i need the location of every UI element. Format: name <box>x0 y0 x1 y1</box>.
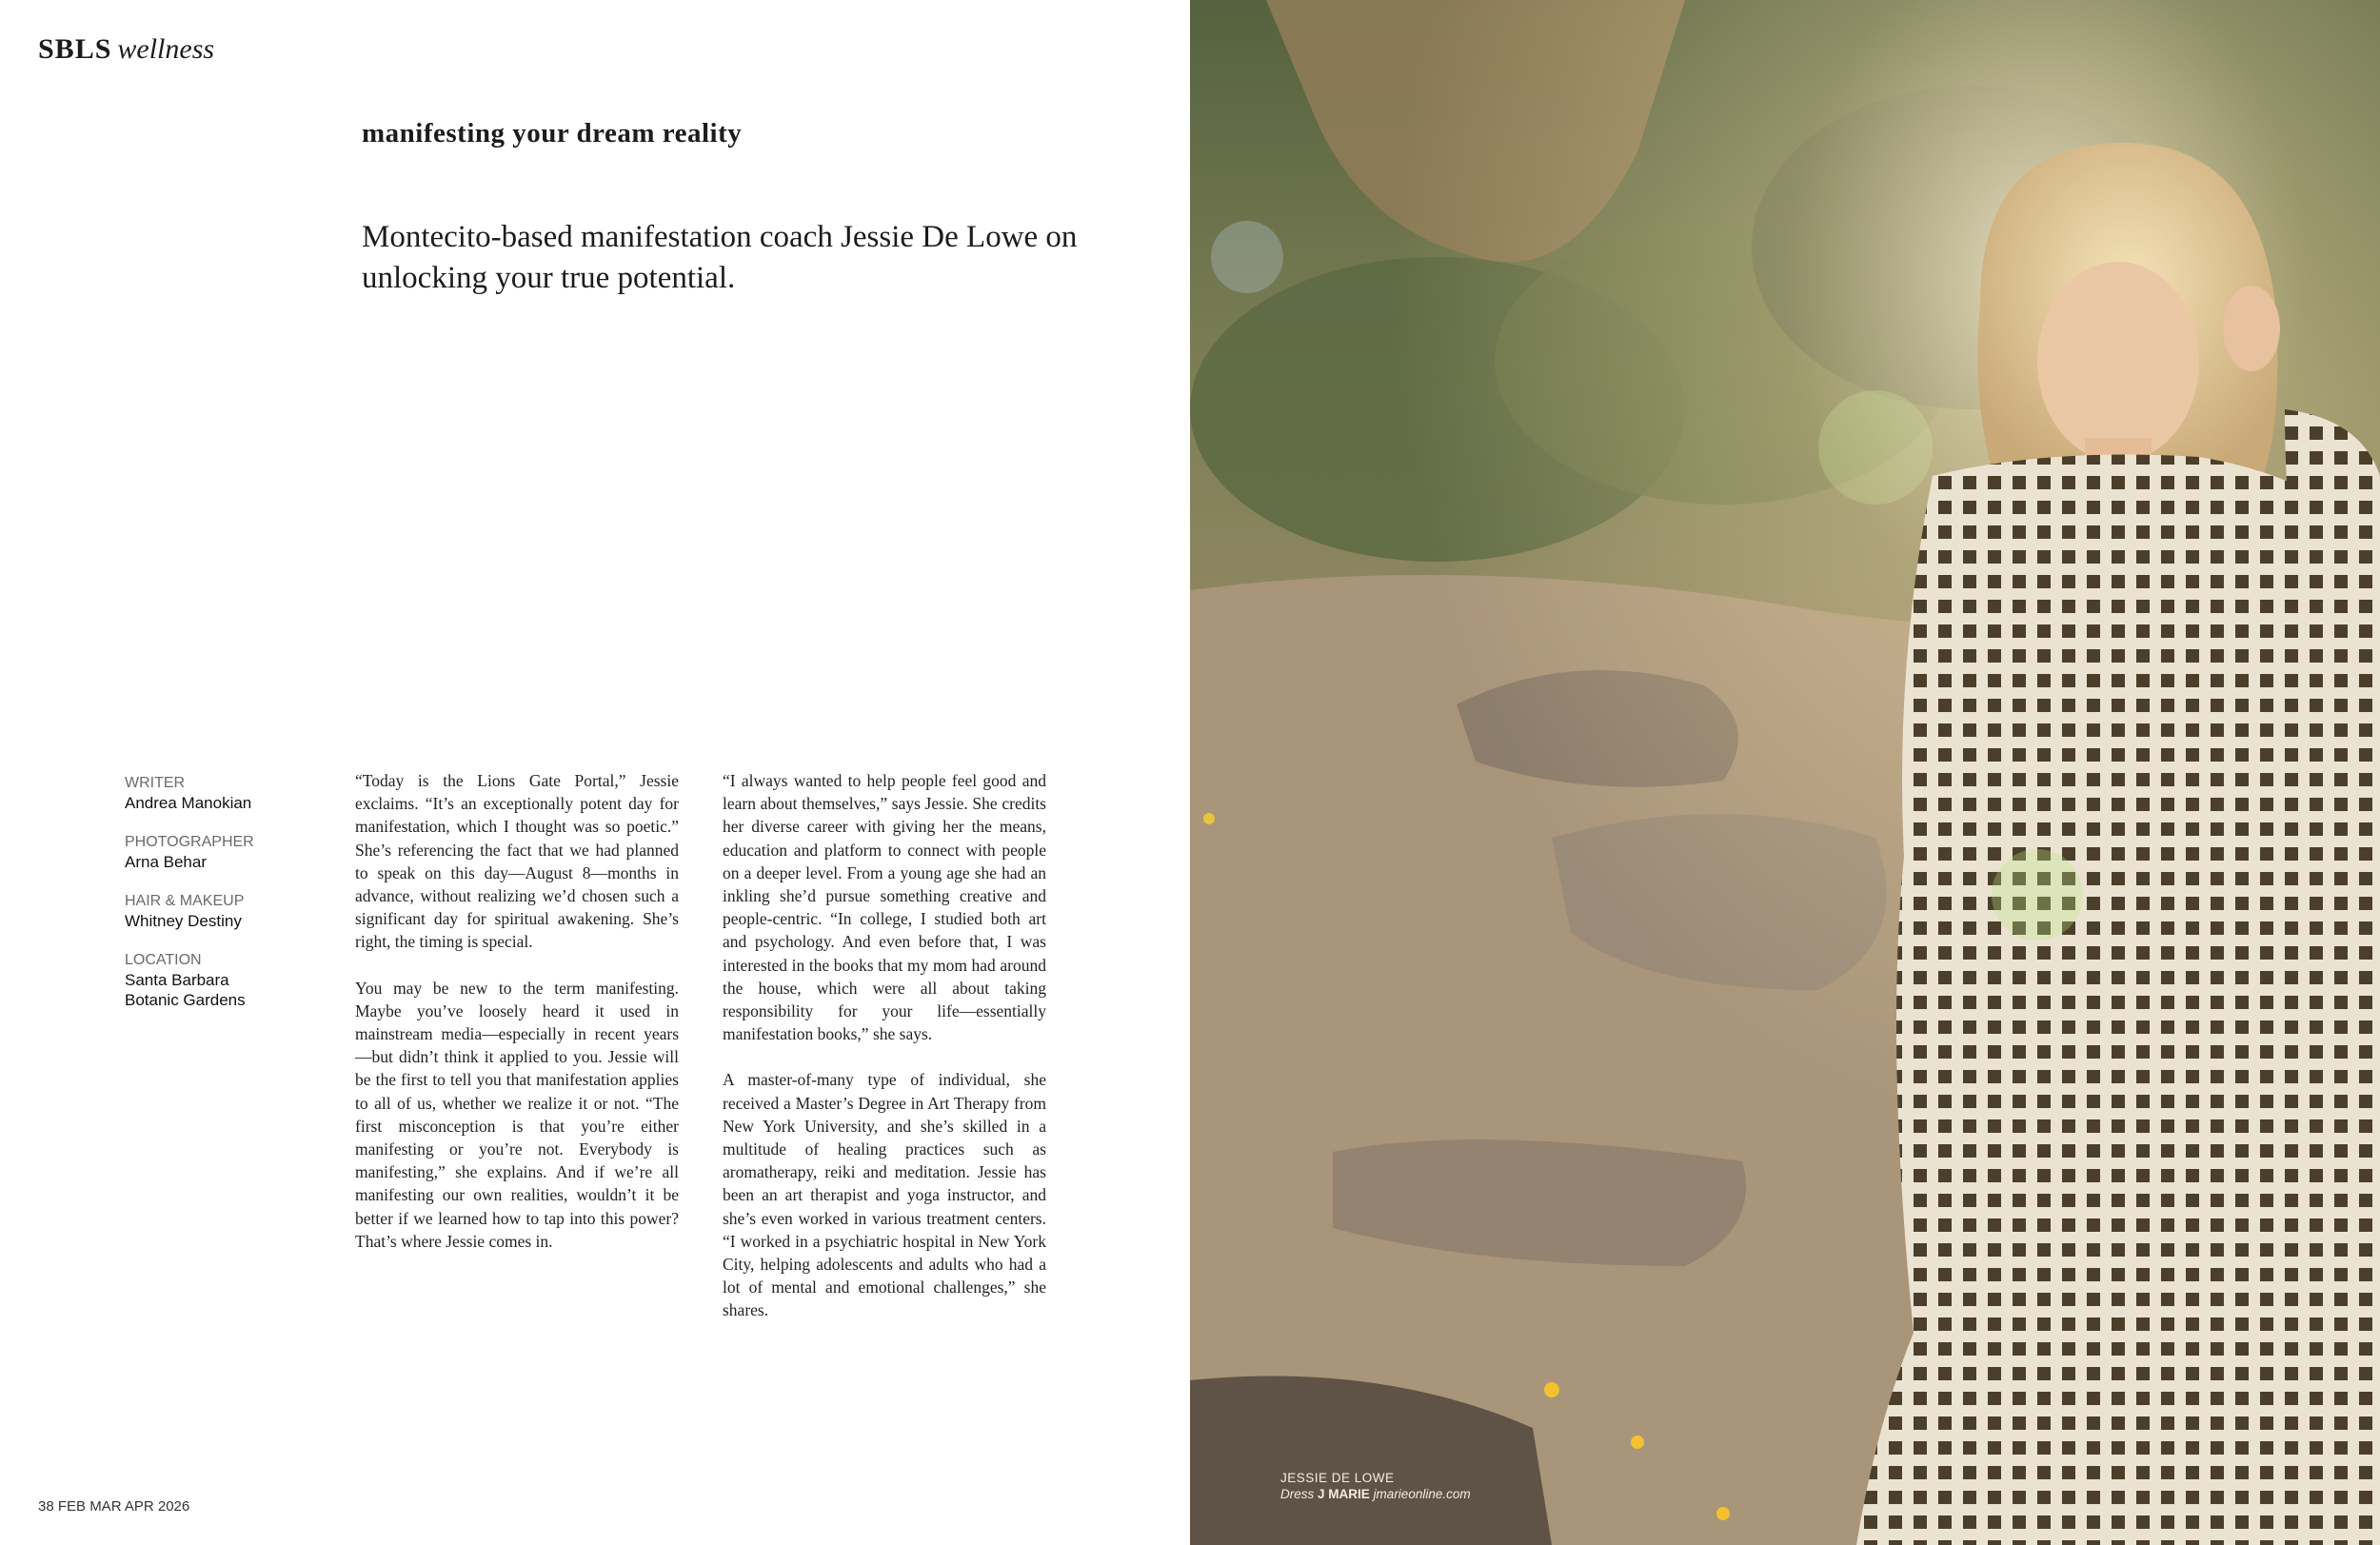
credit-role: LOCATION <box>125 952 202 968</box>
wildflower <box>1203 813 1215 824</box>
masthead-brand: SBLS <box>38 33 112 65</box>
masthead <box>38 30 214 69</box>
body-paragraph: “I always wanted to help people feel good and learn about themselves,” says Jessie. She credits her diverse career with giving her the means, education and platform to connect with people on a deeper level. From a young age she had an inkling she’d pursue something creative and people-centric. “In college, I studied both art and psychology. And even before that, I was interested in the books that my mom had around the house, which were all about taking responsibility for your life—essentially manifestation books,” she says. <box>723 771 1046 1044</box>
body-paragraph: A master-of-many type of individual, she received a Master’s Degree in Art Therapy from New York University, and she’s skilled in a multitude of healing practices such as aromatherapy, reiki and meditation. Jessie has been an art therapist and yoga instructor, and she’s even worked in various treatment centers. “I worked in a psychiatric hospital in New York City, helping adolescents and adults who had a lot of mental and emotional challenges,” she shares. <box>723 1070 1046 1320</box>
credit-role: PHOTOGRAPHER <box>125 834 254 850</box>
credit-role: HAIR & MAKEUP <box>125 893 245 909</box>
article-kicker: manifesting your dream reality <box>362 118 743 149</box>
credit-name: Whitney Destiny <box>125 912 242 930</box>
credit-role: WRITER <box>125 775 186 791</box>
lens-flare <box>1818 390 1933 505</box>
caption-brand: J MARIE <box>1318 1487 1370 1501</box>
credits-block <box>125 773 315 1029</box>
photo-illustration <box>1190 0 2380 1545</box>
checkered-dress <box>1856 455 2380 1545</box>
photo-caption <box>1280 1470 1471 1502</box>
body-paragraph: You may be new to the term manifesting. Maybe you’ve loosely heard it used in mainstream media—especially in recent years—but didn’t think it applied to you. Jessie will be the first to tell you that manifestation applies to all of us, whether we realize it or not. “The first misconception is that you’re either manifesting or you’re not. Everybody is manifesting,” she explains. And if we’re all manifesting our own realities, wouldn’t it be better if we learned how to tap into this power? That’s where Jessie comes in. <box>355 978 679 1251</box>
credit-location <box>125 950 315 1010</box>
portrait-photo <box>1190 0 2380 1545</box>
caption-credit-prefix: Dress <box>1280 1487 1315 1501</box>
hand <box>2223 286 2280 371</box>
body-column-1 <box>355 769 679 1276</box>
credit-name: Andrea Manokian <box>125 794 252 812</box>
credit-photographer <box>125 832 315 872</box>
wildflower <box>1631 1436 1644 1449</box>
caption-credit <box>1280 1486 1471 1502</box>
masthead-section: wellness <box>117 33 215 65</box>
face <box>2037 262 2199 462</box>
lens-flare <box>1992 849 2083 941</box>
article-dek: Montecito-based manifestation coach Jessie De Lowe on unlocking your true potential. <box>362 220 1078 295</box>
wildflower <box>1716 1507 1730 1520</box>
credit-name: Santa Barbara Botanic Gardens <box>125 971 246 1009</box>
body-column-2 <box>723 769 1046 1345</box>
credit-writer <box>125 773 315 813</box>
wildflower <box>1544 1382 1559 1397</box>
credit-name: Arna Behar <box>125 853 207 871</box>
caption-subject: JESSIE DE LOWE <box>1280 1471 1395 1485</box>
lens-flare <box>1211 221 1283 293</box>
page-folio: 38 FEB MAR APR 2026 <box>38 1498 190 1515</box>
caption-website: jmarieonline.com <box>1373 1487 1471 1501</box>
credit-hair-makeup <box>125 891 315 931</box>
body-paragraph: “Today is the Lions Gate Portal,” Jessie exclaims. “It’s an exceptionally potent day for manifestation, which I thought was so poetic.” She’s referencing the fact that we had planned to speak on this day—August 8—months in advance, without realizing we’d chosen such a significant day for spiritual awakening. She’s right, the timing is special. <box>355 771 679 952</box>
